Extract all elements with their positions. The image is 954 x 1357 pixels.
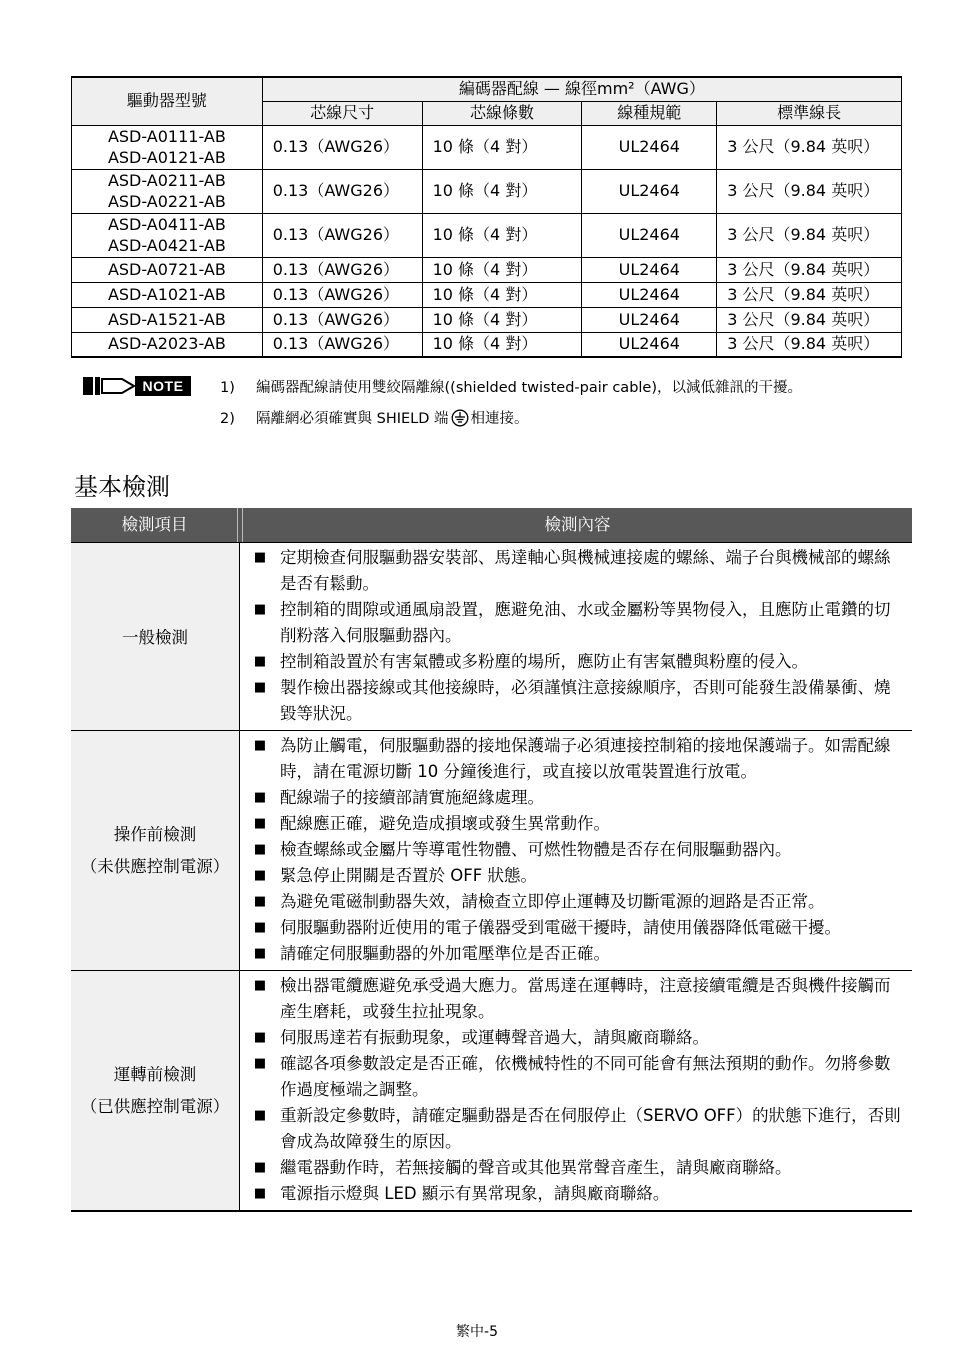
list-item: ■ 電源指示燈與 LED 顯示有異常現象，請與廠商聯絡。 — [240, 1181, 904, 1207]
encoder-wire-table — [71, 76, 902, 358]
bullet-icon: ■ — [253, 654, 267, 669]
items-cell — [240, 971, 912, 1210]
list-item: ■ 為防止觸電，伺服驅動器的接地保護端子必須連接控制箱的接地保護端子。如需配線時，請在電源切斷 10 分鐘後進行，或直接以放電裝置進行放電。 — [240, 733, 904, 785]
items-cell — [240, 731, 912, 970]
list-item: ■ 控制箱設置於有害氣體或多粉塵的場所，應防止有害氣體與粉塵的侵入。 — [240, 649, 904, 675]
bullet-icon: ■ — [253, 550, 267, 565]
list-item: ■ 確認各項參數設定是否正確，依機械特性的不同可能會有無法預期的動作。勿將參數作過度極端之調整。 — [240, 1051, 904, 1103]
size-cell: 0.13（AWG26） — [262, 332, 422, 357]
size-cell: 0.13（AWG26） — [262, 169, 422, 213]
table-row — [72, 307, 902, 332]
count-cell: 10 條（4 對） — [422, 213, 582, 257]
col-core-count: 芯線條數 — [422, 101, 582, 125]
size-cell: 0.13（AWG26） — [262, 282, 422, 307]
count-cell: 10 條（4 對） — [422, 169, 582, 213]
count-cell: 10 條（4 對） — [422, 332, 582, 357]
size-cell: 0.13（AWG26） — [262, 307, 422, 332]
bullet-icon: ■ — [253, 978, 267, 993]
model-cell: ASD-A2023-AB — [72, 332, 263, 357]
spec-cell: UL2464 — [582, 169, 717, 213]
size-cell: 0.13（AWG26） — [262, 213, 422, 257]
model-cell: ASD-A1521-AB — [72, 307, 263, 332]
length-cell: 3 公尺（9.84 英呎） — [717, 125, 902, 169]
pencil-arrow-icon — [82, 376, 136, 396]
bullet-icon: ■ — [253, 894, 267, 909]
bullet-icon: ■ — [253, 1056, 267, 1071]
col-item: 檢測項目 — [121, 515, 188, 534]
bullet-icon: ■ — [253, 1186, 267, 1201]
bullet-icon: ■ — [253, 816, 267, 831]
model-cell: ASD-A0211-AB ASD-A0221-AB — [72, 169, 263, 213]
list-item: ■ 為避免電磁制動器失效，請檢查立即停止運轉及切斷電源的迴路是否正常。 — [240, 889, 904, 915]
count-cell: 10 條（4 對） — [422, 257, 582, 282]
table-row — [72, 257, 902, 282]
category-cell: 操作前檢測 （未供應控制電源） — [71, 731, 240, 970]
list-item: ■ 繼電器動作時，若無接觸的聲音或其他異常聲音產生，請與廠商聯絡。 — [240, 1155, 904, 1181]
page-number: 繁中-5 — [456, 1324, 498, 1340]
inspection-header — [71, 508, 912, 542]
category-cell: 一般檢測 — [71, 543, 240, 730]
table-row — [72, 125, 902, 169]
inspection-row-pre-run — [71, 970, 912, 1210]
list-item: ■ 重新設定參數時，請確定驅動器是否在伺服停止（SERVO OFF）的狀態下進行，否則會成為故障發生的原因。 — [240, 1103, 904, 1155]
note-item-1: 1) 編碼器配線請使用雙絞隔離線((shielded twisted-pair cable)，以減低雜訊的干擾。 — [220, 380, 802, 396]
list-item: ■ 檢查螺絲或金屬片等導電性物體、可燃性物體是否存在伺服驅動器內。 — [240, 837, 904, 863]
bullet-icon: ■ — [253, 946, 267, 961]
spec-cell: UL2464 — [582, 307, 717, 332]
list-item: ■ 配線端子的接續部請實施絕緣處理。 — [240, 785, 904, 811]
list-item: ■ 請確定伺服驅動器的外加電壓準位是否正確。 — [240, 941, 904, 967]
bullet-icon: ■ — [253, 842, 267, 857]
col-content: 檢測內容 — [544, 515, 611, 534]
table-row — [72, 282, 902, 307]
note-label: NOTE — [135, 376, 191, 396]
note-icon — [82, 375, 192, 397]
bullet-icon: ■ — [253, 1160, 267, 1175]
count-cell: 10 條（4 對） — [422, 307, 582, 332]
length-cell: 3 公尺（9.84 英呎） — [717, 332, 902, 357]
bullet-icon: ■ — [253, 868, 267, 883]
model-cell: ASD-A0411-AB ASD-A0421-AB — [72, 213, 263, 257]
length-cell: 3 公尺（9.84 英呎） — [717, 282, 902, 307]
length-cell: 3 公尺（9.84 英呎） — [717, 257, 902, 282]
bullet-icon: ■ — [253, 1108, 267, 1123]
model-cell: ASD-A0111-AB ASD-A0121-AB — [72, 125, 263, 169]
group-header: 編碼器配線 — 線徑mm²（AWG） — [262, 77, 901, 101]
list-item: ■ 伺服馬達若有振動現象，或運轉聲音過大，請與廠商聯絡。 — [240, 1025, 904, 1051]
list-item: ■ 控制箱的間隙或通風扇設置，應避免油、水或金屬粉等異物侵入，且應防止電鑽的切削粉落入伺服驅動器內。 — [240, 597, 904, 649]
bullet-icon: ■ — [253, 920, 267, 935]
category-cell: 運轉前檢測 （已供應控制電源） — [71, 971, 240, 1210]
model-cell: ASD-A0721-AB — [72, 257, 263, 282]
size-cell: 0.13（AWG26） — [262, 125, 422, 169]
spec-cell: UL2464 — [582, 257, 717, 282]
inspection-table — [71, 508, 912, 1212]
bullet-icon: ■ — [253, 680, 267, 695]
items-cell — [240, 543, 912, 730]
inspection-row-general — [71, 542, 912, 730]
length-cell: 3 公尺（9.84 英呎） — [717, 307, 902, 332]
length-cell: 3 公尺（9.84 英呎） — [717, 169, 902, 213]
col-core-size: 芯線尺寸 — [262, 101, 422, 125]
spec-cell: UL2464 — [582, 125, 717, 169]
col-model: 驅動器型號 — [72, 77, 263, 125]
table-row — [72, 213, 902, 257]
spec-cell: UL2464 — [582, 213, 717, 257]
spec-cell: UL2464 — [582, 332, 717, 357]
count-cell: 10 條（4 對） — [422, 125, 582, 169]
section-heading: 基本檢測 — [74, 473, 170, 501]
col-length: 標準線長 — [717, 101, 902, 125]
model-cell: ASD-A1021-AB — [72, 282, 263, 307]
list-item: ■ 伺服驅動器附近使用的電子儀器受到電磁干擾時，請使用儀器降低電磁干擾。 — [240, 915, 904, 941]
list-item: ■ 製作檢出器接線或其他接線時，必須謹慎注意接線順序，否則可能發生設備暴衝、燒毀等狀況。 — [240, 675, 904, 727]
size-cell: 0.13（AWG26） — [262, 257, 422, 282]
list-item: ■ 檢出器電纜應避免承受過大應力。當馬達在運轉時，注意接續電纜是否與機件接觸而產生磨耗，或發生拉扯現象。 — [240, 973, 904, 1025]
note-item-2: 2) 隔離網必須確實與 SHIELD 端 相連接。 — [220, 411, 529, 427]
length-cell: 3 公尺（9.84 英呎） — [717, 213, 902, 257]
inspection-row-pre-operation — [71, 730, 912, 970]
ground-icon — [451, 409, 469, 427]
table-row — [72, 332, 902, 357]
list-item: ■ 定期檢查伺服驅動器安裝部、馬達軸心與機械連接處的螺絲、端子台與機械部的螺絲是否有鬆動。 — [240, 545, 904, 597]
bullet-icon: ■ — [253, 790, 267, 805]
list-item: ■ 緊急停止開關是否置於 OFF 狀態。 — [240, 863, 904, 889]
count-cell: 10 條（4 對） — [422, 282, 582, 307]
bullet-icon: ■ — [253, 1030, 267, 1045]
col-spec: 線種規範 — [582, 101, 717, 125]
bullet-icon: ■ — [253, 602, 267, 617]
bullet-icon: ■ — [253, 738, 267, 753]
table-row — [72, 169, 902, 213]
list-item: ■ 配線應正確，避免造成損壞或發生異常動作。 — [240, 811, 904, 837]
spec-cell: UL2464 — [582, 282, 717, 307]
